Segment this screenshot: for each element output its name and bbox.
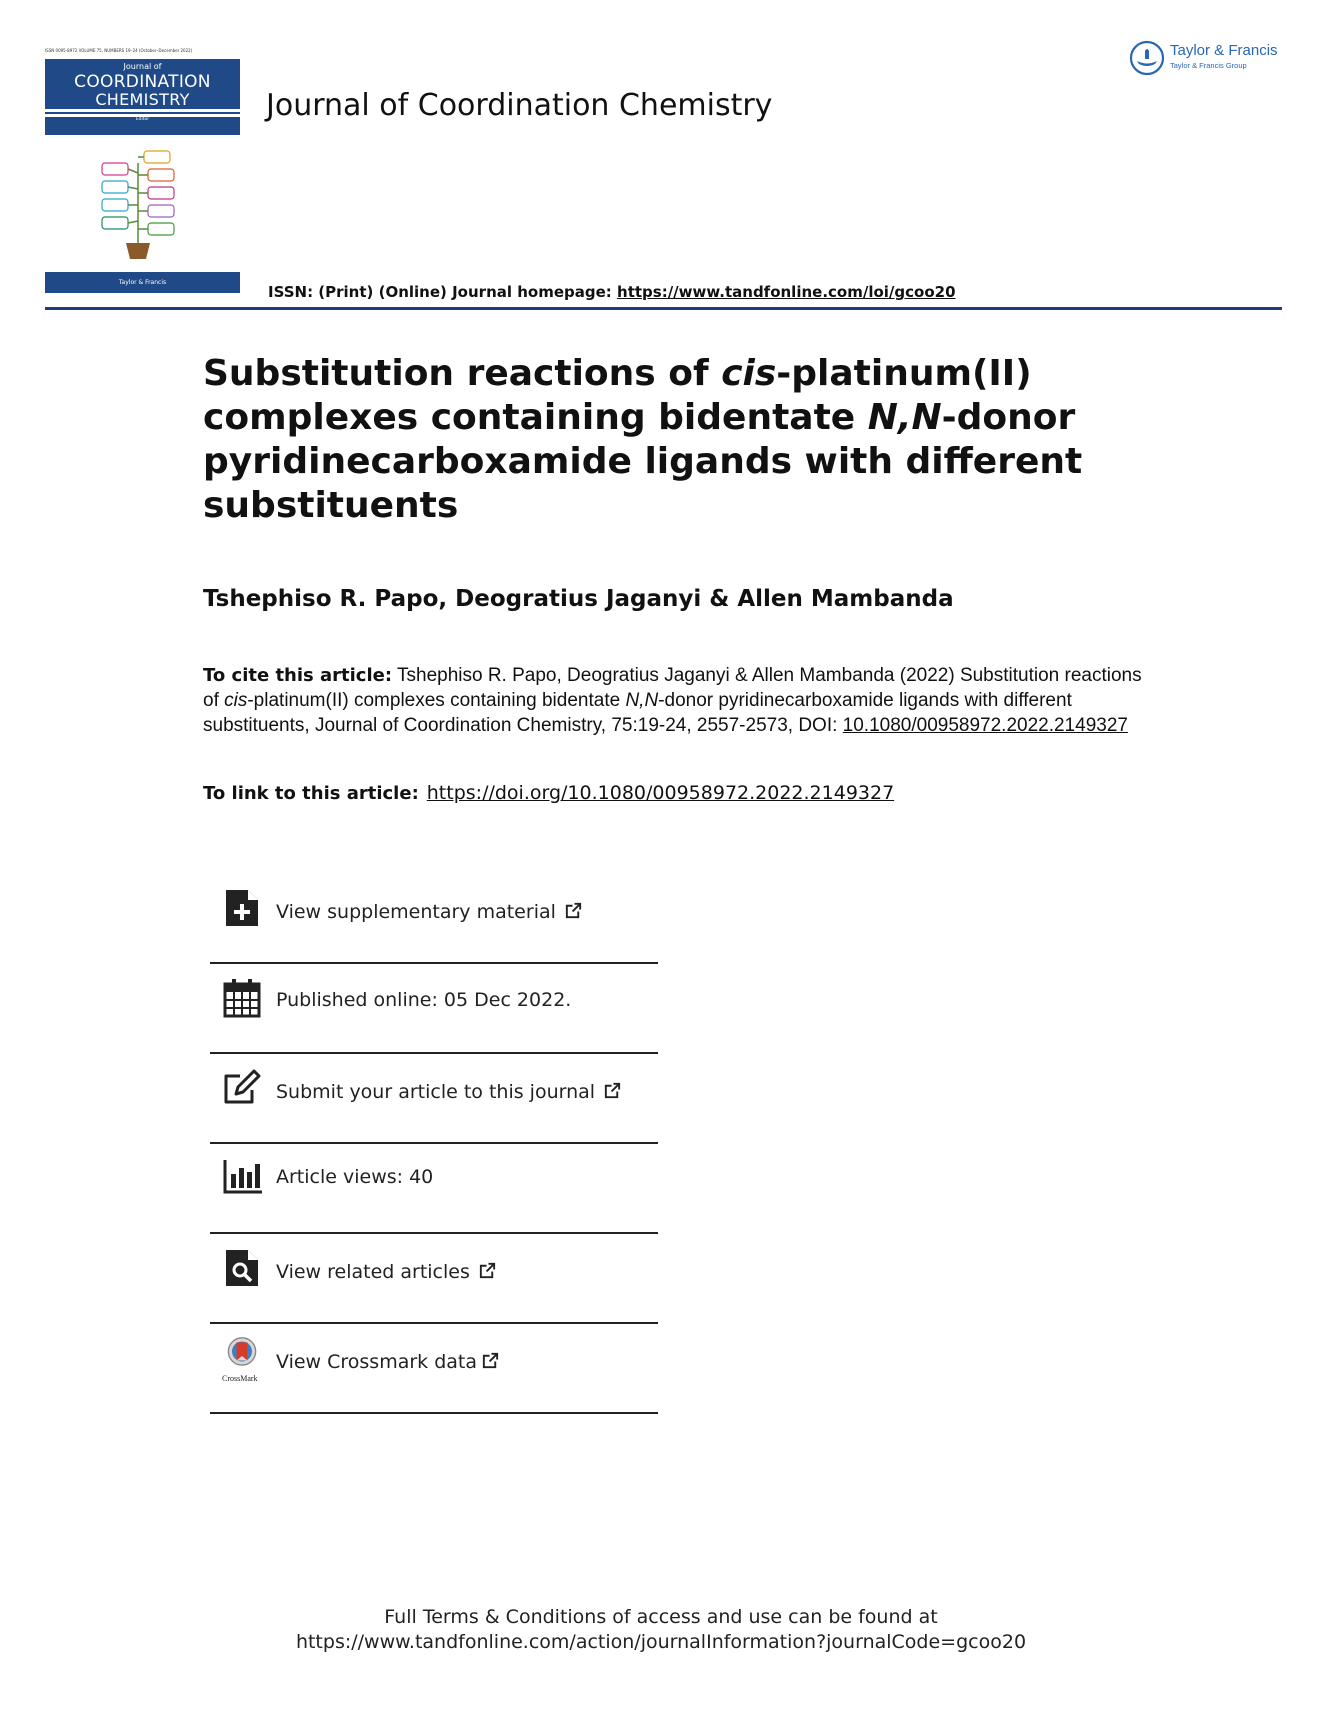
cover-editor: Editor [45,117,240,135]
external-link-icon [603,1081,622,1100]
calendar-icon [222,978,262,1018]
issn-line [268,283,956,301]
cover-title-line1: COORDINATION [74,72,211,92]
supplementary-label: View supplementary material [276,901,556,923]
article-views-row [210,1144,658,1234]
supplementary-text [276,901,583,923]
publisher-name: Taylor & Francis [1170,42,1278,59]
row-divider [210,1412,658,1414]
title-part: -platinum(II) complexes containing bidentate [203,353,1032,438]
journal-cover [45,48,240,293]
terms-url[interactable]: https://www.tandfonline.com/action/journalInformation?journalCode=gcoo20 [295,1631,1027,1653]
submit-article-row[interactable] [210,1054,658,1144]
cover-title-band [45,59,240,109]
cover-journal-of: Journal of [123,62,162,71]
related-articles-text [276,1261,497,1283]
publisher-group: Taylor & Francis Group [1170,61,1247,70]
external-link-icon [481,1351,500,1370]
supplementary-row[interactable] [210,874,658,964]
crossmark-row[interactable] [210,1324,658,1414]
journal-homepage-link[interactable]: https://www.tandfonline.com/loi/gcoo20 [617,283,956,301]
citation-block [203,663,1143,738]
cover-publisher: Taylor & Francis [45,272,240,293]
title-italic-cis: cis [721,353,777,394]
file-plus-icon [222,888,262,928]
journal-title: Journal of Coordination Chemistry [266,88,773,123]
crossmark-logo-text: CrossMark [222,1374,258,1383]
citation-italic: cis [224,690,248,711]
bar-chart-icon [222,1156,262,1196]
terms-line: Full Terms & Conditions of access and use can be found at [384,1606,938,1628]
citation-italic: N,N [625,690,659,711]
title-part: -donor pyridinecarboxamide ligands with different substituents [203,397,1083,526]
article-views: Article views: 40 [276,1166,434,1188]
citation-text: -donor pyridinecarboxamide ligands with different substituents, Journal of Coordination Chemistry, 75:19-24, 2557-2573, DOI: [203,690,1072,736]
citation-label: To cite this article: [203,665,393,686]
article-link-line [203,782,894,804]
taylor-francis-logo-icon [1128,39,1166,77]
related-articles-row[interactable] [210,1234,658,1324]
citation-doi-link[interactable]: 10.1080/00958972.2022.2149327 [842,715,1128,736]
header-divider [45,307,1282,310]
article-title [203,352,1083,528]
published-date: Published online: 05 Dec 2022. [276,989,572,1011]
title-italic-nn: N,N [867,397,942,438]
external-link-icon [478,1261,497,1280]
related-articles-label: View related articles [276,1261,470,1283]
submit-article-label: Submit your article to this journal [276,1081,596,1103]
edit-icon [222,1068,262,1108]
external-link-icon [564,901,583,920]
citation-text: Tshephiso R. Papo, Deogratius Jaganyi & Allen Mambanda (2022) Substitution reactions of [203,665,1142,711]
cover-tree-illustration [100,143,190,263]
crossmark-icon [222,1336,262,1376]
title-part: Substitution reactions of [203,353,722,394]
cover-strip [45,112,240,114]
published-row [210,964,658,1054]
article-authors: Tshephiso R. Papo, Deogratius Jaganyi & Allen Mambanda [203,586,954,612]
cover-issn-text: ISSN 0095-8972 VOLUME 75, NUMBERS 19–24 (October–December 2022) [45,48,193,53]
file-search-icon [222,1248,262,1288]
crossmark-text [276,1351,500,1373]
citation-text: -platinum(II) complexes containing bidentate [247,690,626,711]
terms-footer [0,1605,1322,1655]
cover-title-line2: CHEMISTRY [95,90,190,109]
article-doi-link[interactable]: https://doi.org/10.1080/00958972.2022.2149327 [426,782,895,804]
link-label: To link to this article: [203,783,419,804]
crossmark-label: View Crossmark data [276,1351,478,1373]
issn-prefix: ISSN: (Print) (Online) Journal homepage: [268,283,618,301]
submit-article-text [276,1081,622,1103]
